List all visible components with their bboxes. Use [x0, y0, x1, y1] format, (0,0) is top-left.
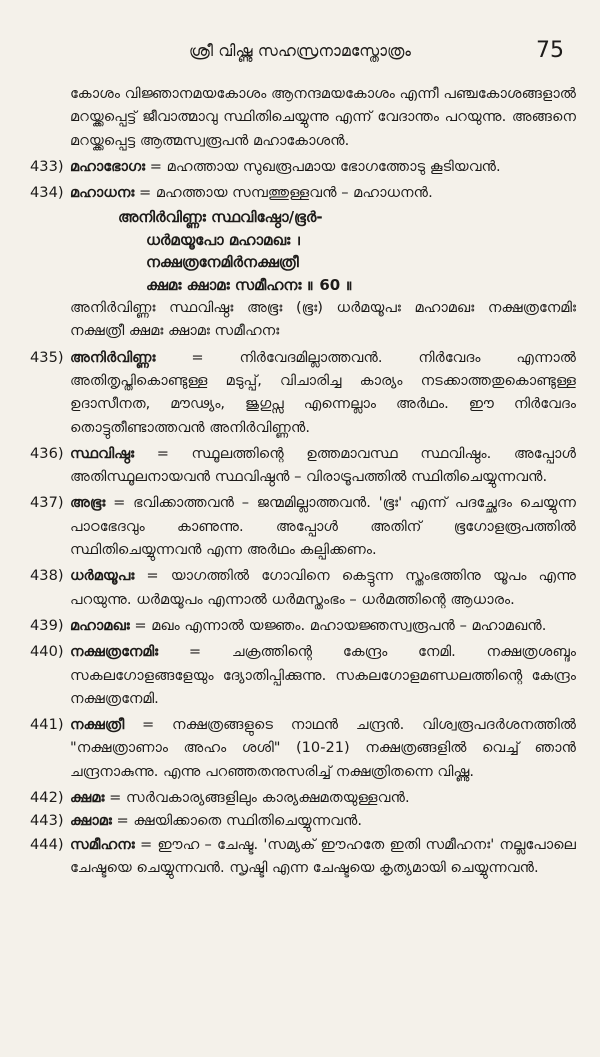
entry-term: അനിർവിണ്ണഃ [70, 348, 156, 366]
entry-number: 439) [30, 616, 64, 634]
entry-number: 437) [30, 494, 64, 512]
entry-number: 436) [30, 444, 64, 462]
entry-number: 434) [30, 184, 64, 202]
entry-term: സ്ഥവിഷ്ഠഃ [70, 444, 135, 462]
entry-definition: = നിർവേദമില്ലാത്തവൻ. നിർവേദം എന്നാൽ അതിതൃപ്തികൊണ്ടുള്ള മടുപ്പ്, വിചാരിച്ച കാര്യം നടക്കാത്തതുകൊണ്ടുള്ള ഉദാസീനത, മൗഢ്യം, ജുഗുപ്സ എന്നെല്ലാം അർഥം. ഈ നിർവേദം തൊട്ടുതീണ്ടാത്തവൻ അനിർവിണ്ണൻ. [70, 348, 576, 436]
entry-number: 435) [30, 348, 64, 366]
entry-term: മഹാമഖഃ [70, 616, 130, 634]
entry-437 [30, 491, 576, 561]
entry-term: ക്ഷാമഃ [70, 812, 112, 830]
verse-prose: അനിർവിണ്ണഃ സ്ഥവിഷ്ഠഃ അഭൂഃ (ഭൂഃ) ധർമയൂപഃ മഹാമഖഃ നക്ഷത്രനേമിഃ നക്ഷത്രീ ക്ഷമഃ ക്ഷാമഃ സമീഹനഃ [70, 299, 576, 340]
entry-441 [30, 713, 576, 783]
entry-definition: = സ്ഥൂലത്തിന്റെ ഉത്തമാവസ്ഥ സ്ഥവിഷ്ഠം. അപ്പോൾ അതിസ്ഥൂലനായവൻ സ്ഥവിഷ്ഠൻ – വിരാട്രൂപത്തിൽ സ്ഥിതിചെയ്യുന്നവൻ. [70, 444, 576, 486]
entry-definition: = ചക്രത്തിന്റെ കേന്ദ്രം നേമി. നക്ഷത്രശബ്ദം സകലഗോളങ്ങളേയും ദ്യോതിപ്പിക്കുന്നു. സകലഗോളമണ്ഡലത്തിന്റെ കേന്ദ്രം നക്ഷത്രനേമി. [70, 643, 576, 707]
entry-definition: = യാഗത്തിൽ ഗോവിനെ കെട്ടുന്ന സ്തംഭത്തിനു യൂപം എന്നു പറയുന്നു. ധർമയൂപം എന്നാൽ ധർമസ്തംഭം – ധർമത്തിന്റെ ആധാരം. [70, 567, 576, 608]
entry-definition: = നക്ഷത്രങ്ങളുടെ നാഥൻ ചന്ദ്രൻ. വിശ്വരൂപദർശനത്തിൽ "നക്ഷത്രാണാം അഹം ശശി" (10-21) നക്ഷത്രങ്ങളിൽ വെച്ച് ഞാൻ ചന്ദ്രനാകുന്നു. എന്നു പറഞ്ഞതനുസരിച്ച് നക്ഷത്രിതന്നെ വിഷ്ണു. [70, 716, 576, 780]
header-title: ശ്രീ വിഷ്ണു സഹസ്രനാമസ്തോത്രം [188, 42, 412, 60]
entry-439 [30, 614, 576, 637]
intro-paragraph: കോശം വിജ്ഞാനമയകോശം ആനന്ദമയകോശം എന്നീ പഞ്ചകോശങ്ങളാൽ മറയ്ക്കപ്പെട്ട് ജീവാത്മാവു സ്ഥിതിചെയ്യുന്നു എന്ന് വേദാന്തം പറയുന്നു. അങ്ങനെ മറയ്ക്കപ്പെട്ട ആത്മസ്വരൂപൻ മഹാകോശൻ. [70, 85, 576, 149]
running-header [0, 38, 600, 68]
page-number: 75 [536, 38, 564, 63]
entry-term: നക്ഷത്രീ [70, 716, 125, 734]
entry-440 [30, 640, 576, 710]
entry-definition: = ക്ഷയിക്കാതെ സ്ഥിതിചെയ്യുന്നവൻ. [111, 812, 363, 830]
verse-line: ധർമയൂപോ മഹാമഖഃ । [146, 230, 303, 249]
entry-term: മഹാധനഃ [70, 184, 135, 202]
entry-444 [30, 833, 576, 880]
entry-term: ക്ഷമഃ [70, 789, 105, 807]
entry-number: 440) [30, 643, 64, 661]
entry-number: 433) [30, 157, 64, 175]
entry-definition: = മഖം എന്നാൽ യജ്ഞം. മഹായജ്ഞസ്വരൂപൻ – മഹാമഖൻ. [129, 616, 547, 634]
entry-number: 441) [30, 716, 64, 734]
entry-term: മഹാഭോഗഃ [70, 157, 146, 175]
verse-line: ക്ഷമഃ ക്ഷാമഃ സമീഹനഃ ॥ 60 ॥ [146, 275, 353, 294]
verse-line: അനിർവിണ്ണഃ സ്ഥവിഷ്ഠോ/ഭൂർ- [118, 208, 323, 227]
entry-443 [30, 809, 576, 832]
entry-435 [30, 346, 576, 439]
entry-definition: = മഹത്തായ സുഖരൂപമായ ഭോഗത്തോടു കൂടിയവൻ. [145, 157, 501, 175]
entry-term: അഭൂഃ [70, 494, 106, 512]
entry-number: 442) [30, 789, 64, 807]
entry-438 [30, 564, 576, 611]
verse-block [30, 206, 576, 296]
entry-442 [30, 786, 576, 809]
entry-definition: = മഹത്തായ സമ്പത്തുള്ളവൻ – മഹാധനൻ. [134, 184, 433, 202]
entry-436 [30, 442, 576, 489]
entry-433 [30, 155, 576, 178]
entry-number: 444) [30, 835, 64, 853]
entry-definition: = ഈഹ – ചേഷ്ട. 'സമ്യക് ഈഹതേ ഇതി സമീഹനഃ' നല്ലപോലെ ചേഷ്ടയെ ചെയ്യുന്നവൻ. സൃഷ്ടി എന്ന ചേഷ്ടയെ കൃത്യമായി ചെയ്യുന്നവൻ. [70, 835, 576, 876]
entry-definition: = സർവകാര്യങ്ങളിലും കാര്യക്ഷമതയുള്ളവൻ. [104, 789, 410, 807]
entry-number: 443) [30, 812, 64, 830]
entry-definition: = ഭവിക്കാത്തവൻ – ജന്മമില്ലാത്തവൻ. 'ഭൂഃ' എന്ന് പദച്ഛേദം ചെയ്യുന്ന പാഠഭേദവും കാണുന്നു. അപ്പോൾ അതിന് ഭൂഗോളരൂപത്തിൽ സ്ഥിതിചെയ്യുന്നവൻ എന്ന അർഥം കല്പിക്കണം. [70, 494, 576, 559]
entry-list-b [30, 346, 576, 880]
entry-term: സമീഹനഃ [70, 835, 135, 853]
entry-term: നക്ഷത്രനേമിഃ [70, 643, 159, 661]
entry-434 [30, 181, 576, 204]
entry-list-a [30, 155, 576, 205]
verse-line: നക്ഷത്രനേമിർനക്ഷത്രീ [146, 253, 299, 272]
entry-number: 438) [30, 567, 64, 585]
entry-term: ധർമയൂപഃ [70, 567, 135, 585]
page-body [30, 82, 576, 879]
